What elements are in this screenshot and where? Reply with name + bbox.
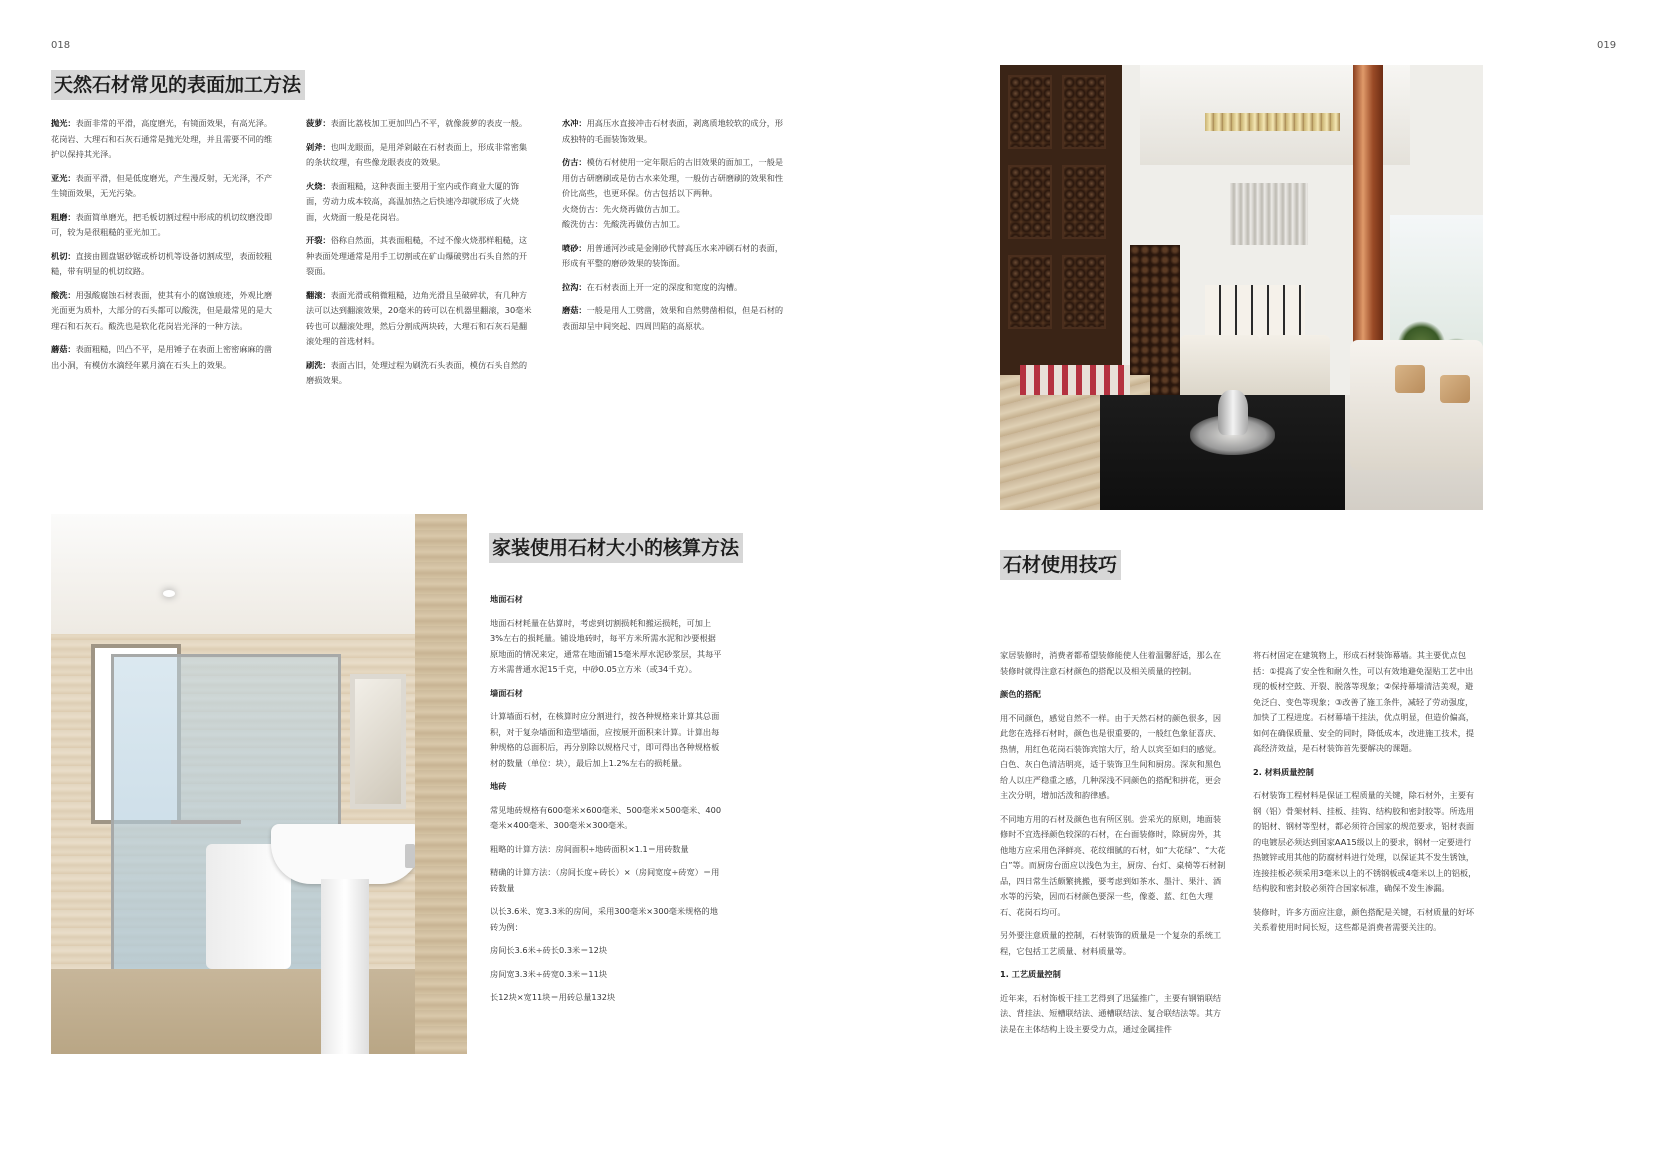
surface-methods-column-1	[51, 116, 279, 381]
body-paragraph: 精确的计算方法：（房间长度÷砖长）×（房间宽度÷砖宽）＝用砖数量	[490, 867, 720, 893]
surface-method-term: 机切：	[51, 250, 76, 261]
surface-method-description: 表面平滑，但是低度磨光，产生漫反射，无光泽，不产生镜面效果，无光污染。	[51, 172, 273, 198]
surface-method-term: 菠萝：	[306, 118, 331, 128]
surface-method-item	[306, 179, 534, 226]
surface-method-description: 模仿石材使用一定年限后的古旧效果的面加工，一般是用仿古研磨刷或是仿古水来处理，一般仿古研磨刷的效果和性价比高些，也更环保。仿古包括以下两种。	[562, 157, 784, 198]
body-paragraph: 将石材固定在建筑物上，形成石材装饰幕墙。其主要优点包括：①提高了安全性和耐久性，可以有效地避免湿贴工艺中出现的板材空鼓、开裂、脱落等现象；②保持幕墙清洁美观，避免泛白、变色等现象；③改善了施工条件，减轻了劳动强度，加快了工程进度。石材幕墙干挂法，优点明显，但造价偏高，如何在确保质量、安全的同时，降低成本，改进施工技术，提高经济效益，是石材装饰首先要解决的课题。	[1253, 650, 1475, 753]
surface-method-item	[306, 116, 534, 132]
surface-method-item	[51, 249, 279, 280]
surface-method-item	[51, 171, 279, 202]
surface-method-item	[51, 210, 279, 241]
surface-method-item	[306, 358, 534, 389]
surface-method-term: 水冲：	[562, 118, 587, 128]
body-paragraph: 房间长3.6米÷砖长0.3米＝12块	[490, 945, 608, 955]
body-paragraph: 常见地砖规格有600毫米×600毫米、500毫米×500毫米、400毫米×400毫米、300毫米×300毫米。	[490, 804, 722, 830]
surface-method-description: 也叫龙眼面，是用斧剁敲在石材表面上，形成非常密集的条状纹理，有些像龙眼表皮的效果。	[306, 141, 528, 167]
subsection-heading: 2. 材料质量控制	[1253, 766, 1314, 777]
body-paragraph: 地面石材耗量在估算时，考虑到切割损耗和搬运损耗，可加上3%左右的损耗量。铺设地砖时，每平方米所需水泥和沙要根据原地面的情况来定，通常在地面铺15毫米厚水泥砂浆层，其每平方米需普通水泥15千克，中砂0.05立方米（或34千克）。	[490, 617, 722, 674]
usage-tips-column-1	[1000, 648, 1226, 1045]
surface-method-term: 抛光：	[51, 118, 76, 128]
surface-method-subitem: 火烧仿古：先火烧再做仿古加工。	[562, 203, 685, 214]
surface-method-description: 表面古旧，处理过程为刷洗石头表面，模仿石头自然的磨损效果。	[306, 359, 528, 385]
body-paragraph: 计算墙面石材，在核算时应分割进行，按各种规格来计算其总面积，对于复杂墙面和造型墙面，应按展开面积来计算。计算出每种规格的总面积后，再分别除以规格尺寸，即可得出各种规格板材的数量（单位：块），最后加上1.2%左右的损耗量。	[490, 711, 720, 768]
surface-method-description: 表面简单磨光，把毛板切割过程中形成的机切纹磨没即可，较为是很粗糙的亚光加工。	[51, 211, 273, 237]
body-paragraph: 另外要注意质量的控制，石材装饰的质量是一个复杂的系统工程，它包括工艺质量、材料质量等。	[1000, 930, 1222, 956]
body-paragraph: 长12块×宽11块＝用砖总量132块	[490, 992, 616, 1002]
subsection-heading: 地面石材	[490, 594, 523, 604]
subsection-heading: 1. 工艺质量控制	[1000, 969, 1061, 979]
page-number-right: 019	[1597, 40, 1617, 51]
surface-method-term: 蘑菇：	[51, 344, 76, 354]
surface-method-description: 在石材表面上开一定的深度和宽度的沟槽。	[586, 281, 743, 292]
surface-method-item	[51, 342, 279, 373]
surface-method-description: 表面粗糙，凹凸不平，是用锤子在表面上密密麻麻的凿出小洞，有模仿水滴经年累月滴在石头上的效果。	[51, 344, 273, 370]
subsection-heading: 墙面石材	[490, 687, 523, 698]
usage-tips-column-2	[1253, 648, 1479, 944]
surface-method-term: 粗磨：	[51, 211, 76, 222]
body-paragraph: 近年来，石材饰板干挂工艺得到了迅猛推广，主要有钢销联结法、背挂法、短槽联结法、通槽联结法、复合联结法等。其方法是在主体结构上设主要受力点，通过金属挂件	[1000, 992, 1222, 1034]
section-heading-stone-quantity-calculation: 家装使用石材大小的核算方法	[489, 533, 743, 563]
surface-method-item	[562, 241, 790, 272]
surface-method-subitem: 酸洗仿古：先酸洗再做仿古加工。	[562, 219, 685, 229]
surface-method-description: 用普通河沙或是金刚砂代替高压水来冲刷石材的表面，形成有平整的磨砂效果的装饰面。	[562, 242, 784, 268]
living-room-photo	[1000, 65, 1483, 510]
surface-method-item	[562, 155, 790, 202]
surface-method-term: 开裂：	[306, 235, 331, 245]
surface-method-item	[306, 288, 534, 350]
surface-method-term: 刷洗：	[306, 359, 331, 370]
surface-method-item	[562, 303, 790, 334]
subsection-heading: 地砖	[490, 781, 507, 791]
surface-method-term: 喷砂：	[562, 242, 587, 253]
body-paragraph: 房间宽3.3米÷砖宽0.3米＝11块	[490, 968, 608, 979]
body-paragraph: 不同地方用的石材及颜色也有所区别。尝采光的原则，地面装修时不宜选择颜色较深的石材，在台面装修时，除厨房外，其他地方应采用色泽鲜亮、花纹细腻的石材，如“大花绿”、“大花白”等。而厨房台面应以浅色为主，厨房、台灯、桌椅等石材制品，四日常生活颇繁挑搬，要考虑到如茶水、墨汁、果汁、酒水等的污染，因而石材颜色要深一些，像菱、蓝、红色大理石、花岗石均可。	[1000, 813, 1226, 917]
body-paragraph: 粗略的计算方法：房间面积÷地砖面积×1.1＝用砖数量	[490, 843, 689, 854]
surface-method-description: 表面光滑或稍微粗糙，边角光滑且呈破碎状，有几种方法可以达到翻滚效果，20毫米的砖可以在机器里翻滚，30毫米砖也可以翻滚处理，然后分割成两块砖，大理石和石灰石是翻滚处理的首选材料。	[306, 289, 532, 346]
surface-method-term: 仿古：	[562, 157, 587, 167]
surface-method-item	[51, 116, 279, 163]
body-paragraph: 以长3.6米、宽3.3米的房间，采用300毫米×300毫米规格的地砖为例：	[490, 906, 718, 932]
surface-method-item	[562, 280, 790, 296]
surface-method-description: 一般是用人工劈凿，效果和自然劈凿相似，但是石材的表面却呈中间突起、四周凹陷的高原状。	[562, 305, 784, 331]
surface-method-item	[306, 233, 534, 280]
bathroom-photo	[51, 514, 467, 1054]
surface-method-term: 火烧：	[306, 180, 331, 191]
surface-method-item	[51, 288, 279, 335]
surface-method-description: 用强酸腐蚀石材表面，使其有小的腐蚀痕迹，外观比磨光面更为质朴，大部分的石头都可以酸洗，但是最常见的是大理石和石灰石。酸洗也是软化花岗岩光泽的一种方法。	[51, 289, 273, 331]
surface-methods-column-3	[562, 116, 790, 342]
body-paragraph: 家居装修时，消费者都希望装修能使人住着温馨舒适，那么在装修时就得注意石材颜色的搭配以及相关质量的控制。	[1000, 650, 1222, 676]
surface-method-term: 拉沟：	[562, 281, 587, 292]
surface-method-description: 直接由圆盘锯砂锯或桥切机等设备切割成型，表面较粗糙，带有明显的机切纹路。	[51, 250, 273, 276]
body-paragraph: 用不同颜色，感觉自然不一样。由于天然石材的颜色很多，因此您在选择石材时，颜色也是很重要的，一般红色象征喜庆、热情，用红色花岗石装饰宾馆大厅，给人以宾至如归的感觉。白色、灰白色清洁明亮，适于装饰卫生间和厨房。深灰和黑色给人以庄严稳重之感，几种深浅不同颜色的搭配和拼花，更会主次分明，增加活泼和韵律感。	[1000, 712, 1222, 800]
surface-method-description: 俗称自然面，其表面粗糙，不过不像火烧那样粗糙，这种表面处理通常是用手工切割或在矿山爆破劈出石头自然的开裂面。	[306, 235, 528, 276]
surface-method-item	[306, 140, 534, 171]
surface-methods-column-2	[306, 116, 534, 397]
section-heading-surface-processing: 天然石材常见的表面加工方法	[51, 70, 305, 100]
surface-method-description: 用高压水直接冲击石材表面，剥离质地较软的成分，形成独特的毛面装饰效果。	[562, 118, 784, 144]
surface-method-term: 酸洗：	[51, 289, 76, 300]
surface-method-term: 剁斧：	[306, 141, 331, 152]
surface-method-term: 翻滚：	[306, 289, 331, 300]
stone-calculation-text	[490, 592, 722, 1014]
body-paragraph: 装修时，许多方面应注意，颜色搭配是关键，石材质量的好坏关系着使用时间长短，这些都是消费者需要关注的。	[1253, 906, 1475, 932]
surface-method-description: 表面粗糙，这种表面主要用于室内或作商业大厦的饰面，劳动力成本较高，高温加热之后快速冷却就形成了火烧面，火烧面一般是花岗岩。	[306, 180, 519, 222]
surface-method-term: 亚光：	[51, 172, 76, 183]
surface-method-description: 表面非常的平滑，高度磨光，有镜面效果，有高光泽。花岗岩、大理石和石灰石通常是抛光处理，并且需要不同的维护以保持其光泽。	[51, 118, 273, 159]
surface-method-term: 磨菇：	[562, 305, 587, 315]
section-heading-stone-usage-tips: 石材使用技巧	[1000, 550, 1121, 580]
body-paragraph: 石材装饰工程材料是保证工程质量的关键，除石材外，主要有钢（铝）骨架材料、挂板、挂钩、结构胶和密封胶等。所选用的铝材、钢材等型材，都必须符合国家的规范要求，铝材表面的电镀层必须达到国家AA15级以上的要求，钢材一定要进行热镀锌或用其他的防腐材料进行处理，以保证其不发生锈蚀，连接挂板必须采用3毫米以上的不锈钢板或4毫米以上的铝板，结构胶和密封胶必须符合国家标准，确保不发生渗漏。	[1253, 790, 1477, 893]
surface-method-description: 表面比荔枝加工更加凹凸不平，就像菠萝的表皮一般。	[330, 118, 528, 128]
page-number-left: 018	[51, 40, 71, 51]
subsection-heading: 颜色的搭配	[1000, 689, 1041, 699]
surface-method-item	[562, 116, 790, 147]
